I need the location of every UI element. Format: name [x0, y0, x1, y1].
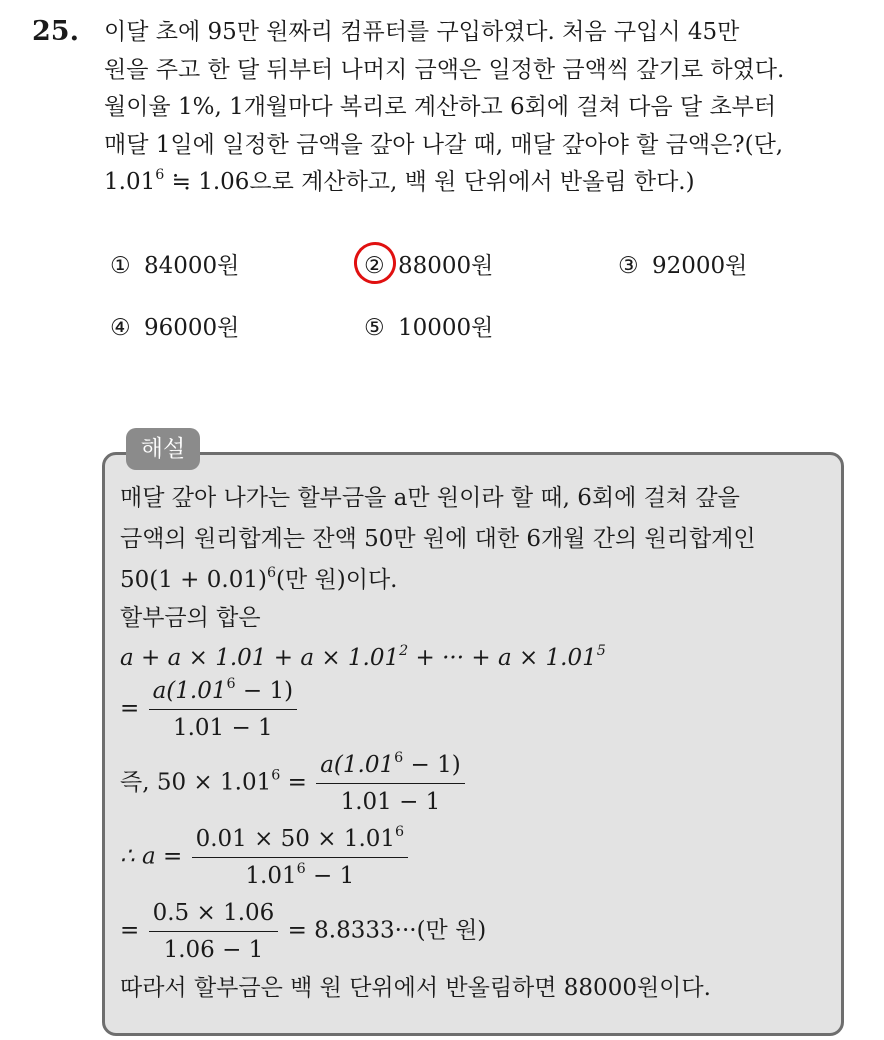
fraction-line-1 — [120, 676, 299, 743]
fraction-numerator — [316, 750, 464, 784]
sum-expression — [120, 640, 606, 676]
math-exponent: 6 — [296, 861, 306, 878]
math-text: − 1 — [305, 863, 355, 889]
fraction-line-4 — [120, 898, 486, 965]
choice-1[interactable] — [110, 250, 239, 282]
choice-4[interactable] — [110, 312, 239, 344]
math-text: − 1) — [235, 678, 294, 704]
solution-line: 금액의 원리합계는 잔액 50만 원에 대한 6개월 간의 원리합계인 — [120, 526, 756, 552]
math-text: 0.01 × 50 × 1.01 — [195, 826, 396, 852]
math-text: (만 원)이다. — [276, 567, 398, 593]
math-text: = 8.8333···(만 원) — [287, 917, 487, 944]
choice-2[interactable] — [364, 250, 493, 282]
choice-text: 88000원 — [398, 253, 494, 279]
math-text: = — [280, 769, 307, 796]
choice-text: 92000원 — [652, 253, 748, 279]
question-base: 1.01 — [104, 169, 156, 195]
math-text: + ··· + a × 1.01 — [408, 645, 597, 671]
question-number: 25. — [32, 16, 79, 47]
solution-line: 할부금의 합은 — [120, 605, 261, 631]
math-text: a(1.01 — [320, 752, 395, 778]
choice-5[interactable] — [364, 312, 493, 344]
question-line: 원을 주고 한 달 뒤부터 나머지 금액은 일정한 금액씩 갚기로 하였다. — [104, 56, 785, 83]
fraction-line-3 — [120, 824, 410, 891]
question-text — [104, 14, 864, 202]
choice-number: ④ — [110, 315, 131, 341]
fraction-denominator: 1.06 − 1 — [163, 937, 264, 963]
math-exponent: 6 — [395, 824, 405, 841]
math-exponent: 6 — [394, 750, 404, 767]
math-text: − 1) — [403, 752, 461, 778]
fraction-numerator — [192, 824, 409, 858]
equals-sign: = — [120, 695, 140, 722]
math-text: a(1.01 — [152, 678, 227, 704]
question-line — [104, 164, 864, 202]
fraction-denominator: 1.01 − 1 — [340, 789, 441, 815]
math-text: 즉, 50 × 1.01 — [120, 769, 272, 796]
choice-text: 96000원 — [144, 315, 240, 341]
fraction-denominator — [192, 858, 409, 891]
choice-text: 84000원 — [144, 253, 240, 279]
solution-conclusion: 따라서 할부금은 백 원 단위에서 반올림하면 88000원이다. — [120, 975, 711, 1001]
math-text: 1.01 — [245, 863, 297, 889]
fraction — [316, 750, 464, 817]
math-exponent: 6 — [226, 676, 236, 693]
math-exponent: 6 — [266, 565, 277, 582]
fraction-denominator: 1.01 − 1 — [172, 715, 273, 741]
math-text: ∴ a = — [120, 843, 183, 870]
fraction-numerator: 0.5 × 1.06 — [149, 898, 279, 932]
fraction — [149, 676, 297, 743]
question-exp: 6 — [155, 167, 165, 184]
math-exponent: 5 — [596, 643, 606, 660]
choice-3[interactable] — [618, 250, 747, 282]
math-exponent: 6 — [271, 767, 281, 784]
choice-text: 10000원 — [398, 315, 494, 341]
math-text: 50(1 + 0.01) — [120, 567, 267, 593]
question-rest: ≒ 1.06으로 계산하고, 백 원 단위에서 반올림 한다.) — [164, 169, 695, 195]
choice-number: ③ — [618, 253, 639, 279]
question-line: 이달 초에 95만 원짜리 컴퓨터를 구입하였다. 처음 구입시 45만 — [104, 19, 740, 45]
solution-tag: 해설 — [126, 428, 200, 470]
math-text: a + a × 1.01 + a × 1.01 — [120, 645, 400, 671]
fraction — [192, 824, 409, 891]
solution-line: 매달 갚아 나가는 할부금을 a만 원이라 할 때, 6회에 걸쳐 갚을 — [120, 485, 740, 511]
choice-number: ② — [364, 253, 385, 279]
choice-number: ① — [110, 253, 131, 279]
question-line: 월이율 1%, 1개월마다 복리로 계산하고 6회에 걸쳐 다음 달 초부터 — [104, 94, 777, 120]
math-exponent: 2 — [399, 643, 409, 660]
fraction — [149, 898, 279, 965]
fraction-numerator — [149, 676, 297, 710]
question-line: 매달 1일에 일정한 금액을 갚아 나갈 때, 매달 갚아야 할 금액은?(단, — [104, 131, 784, 158]
equals-sign: = — [120, 917, 140, 944]
solution-line — [120, 562, 397, 598]
choice-number: ⑤ — [364, 315, 385, 341]
fraction-line-2 — [120, 750, 467, 817]
